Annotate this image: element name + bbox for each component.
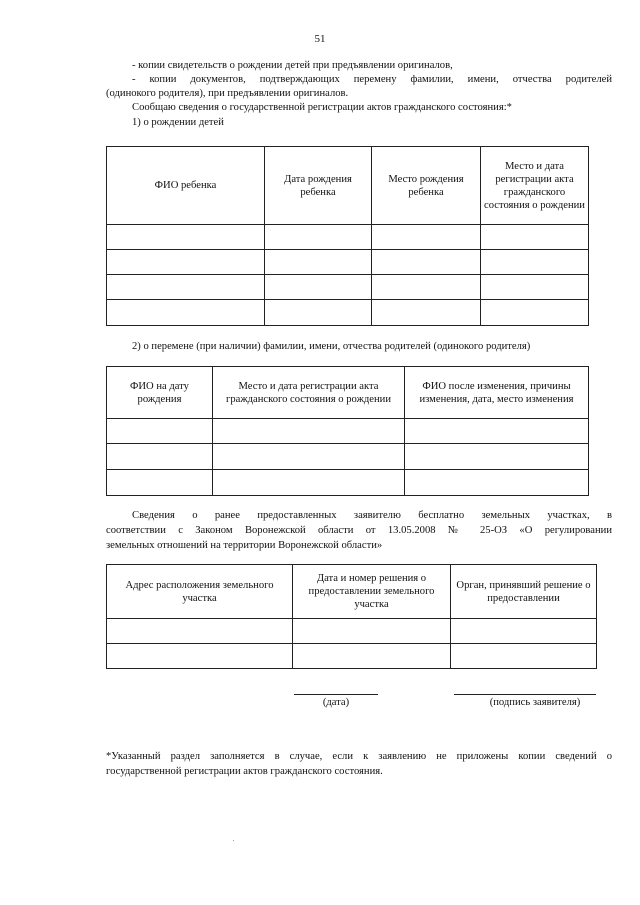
table-cell[interactable] [265,250,372,275]
table-row [107,300,589,326]
table-cell[interactable] [405,444,589,470]
table-cell[interactable] [405,470,589,496]
section-2-heading: 2) о перемене (при наличии) фамилии, имени, отчества родителей (одинокого родителя) [132,341,531,352]
table-cell[interactable] [405,419,589,444]
land-info-line-2: соответствии с Законом Воронежской области от 13.05.2008 № 25-ОЗ «О регулировании [106,525,612,536]
table-cell[interactable] [372,250,481,275]
footnote-line-2: государственной регистрации актов гражданского состояния. [106,766,383,777]
table-cell[interactable] [107,644,293,669]
header-registration: Место и дата регистрации акта гражданского состояния о рождении [481,147,589,225]
date-signature-line[interactable] [294,694,378,695]
header-name-after-change: ФИО после изменения, причины изменения, дата, место изменения [405,367,589,419]
land-info-line-1: Сведения о ранее предоставленных заявителю бесплатно земельных участках, в [132,510,612,521]
table-row [107,419,589,444]
table-row [107,644,597,669]
table-row [107,275,589,300]
table-cell[interactable] [481,300,589,326]
table-cell[interactable] [265,275,372,300]
table-row [107,619,597,644]
table-cell[interactable] [107,300,265,326]
table-header-row [107,147,589,225]
table-cell[interactable] [213,444,405,470]
table-cell[interactable] [107,619,293,644]
table-cell[interactable] [451,619,597,644]
table-cell[interactable] [107,419,213,444]
table-cell[interactable] [107,275,265,300]
table-cell[interactable] [293,619,451,644]
table-cell[interactable] [265,225,372,250]
table-cell[interactable] [481,225,589,250]
header-plot-address: Адрес расположения земельного участка [107,565,293,619]
header-name-at-birth: ФИО на дату рождения [107,367,213,419]
intro-line-3: Сообщаю сведения о государственной регистрации актов гражданского состояния:* [132,102,512,113]
land-plots-table [106,564,597,669]
table-cell[interactable] [107,444,213,470]
applicant-signature-line[interactable] [454,694,596,695]
header-birth-place: Место рождения ребенка [372,147,481,225]
table-cell[interactable] [372,225,481,250]
header-registration-place-date: Место и дата регистрации акта гражданского состояния о рождении [213,367,405,419]
name-change-table [106,366,589,496]
header-birth-date: Дата рождения ребенка [265,147,372,225]
scan-speck [233,840,234,841]
table-cell[interactable] [107,250,265,275]
table-cell[interactable] [107,225,265,250]
table-cell[interactable] [213,470,405,496]
table-cell[interactable] [213,419,405,444]
section-1-heading: 1) о рождении детей [132,117,224,128]
table-cell[interactable] [481,250,589,275]
table-row [107,250,589,275]
page-number: 51 [314,33,326,45]
signature-label: (подпись заявителя) [489,697,581,708]
land-info-line-3: земельных отношений на территории Воронежской области» [106,540,383,551]
table-row [107,470,589,496]
table-header-row [107,367,589,419]
date-label: (дата) [322,697,350,708]
header-authority: Орган, принявший решение о предоставлении [451,565,597,619]
footnote-line-1: *Указанный раздел заполняется в случае, если к заявлению не приложены копии сведений о [106,751,612,762]
table-cell[interactable] [107,470,213,496]
table-row [107,225,589,250]
table-cell[interactable] [372,300,481,326]
table-cell[interactable] [481,275,589,300]
births-table [106,146,589,326]
intro-line-1: - копии свидетельств о рождении детей при предъявлении оригиналов, [132,60,453,71]
table-row [107,444,589,470]
intro-line-2b: (одинокого родителя), при предъявлении оригиналов. [106,88,349,99]
table-header-row [107,565,597,619]
intro-line-2a: - копии документов, подтверждающих перемену фамилии, имени, отчества родителей [132,74,612,85]
table-cell[interactable] [293,644,451,669]
table-cell[interactable] [451,644,597,669]
table-cell[interactable] [265,300,372,326]
table-cell[interactable] [372,275,481,300]
header-decision-date-number: Дата и номер решения о предоставлении земельного участка [293,565,451,619]
header-child-name: ФИО ребенка [107,147,265,225]
